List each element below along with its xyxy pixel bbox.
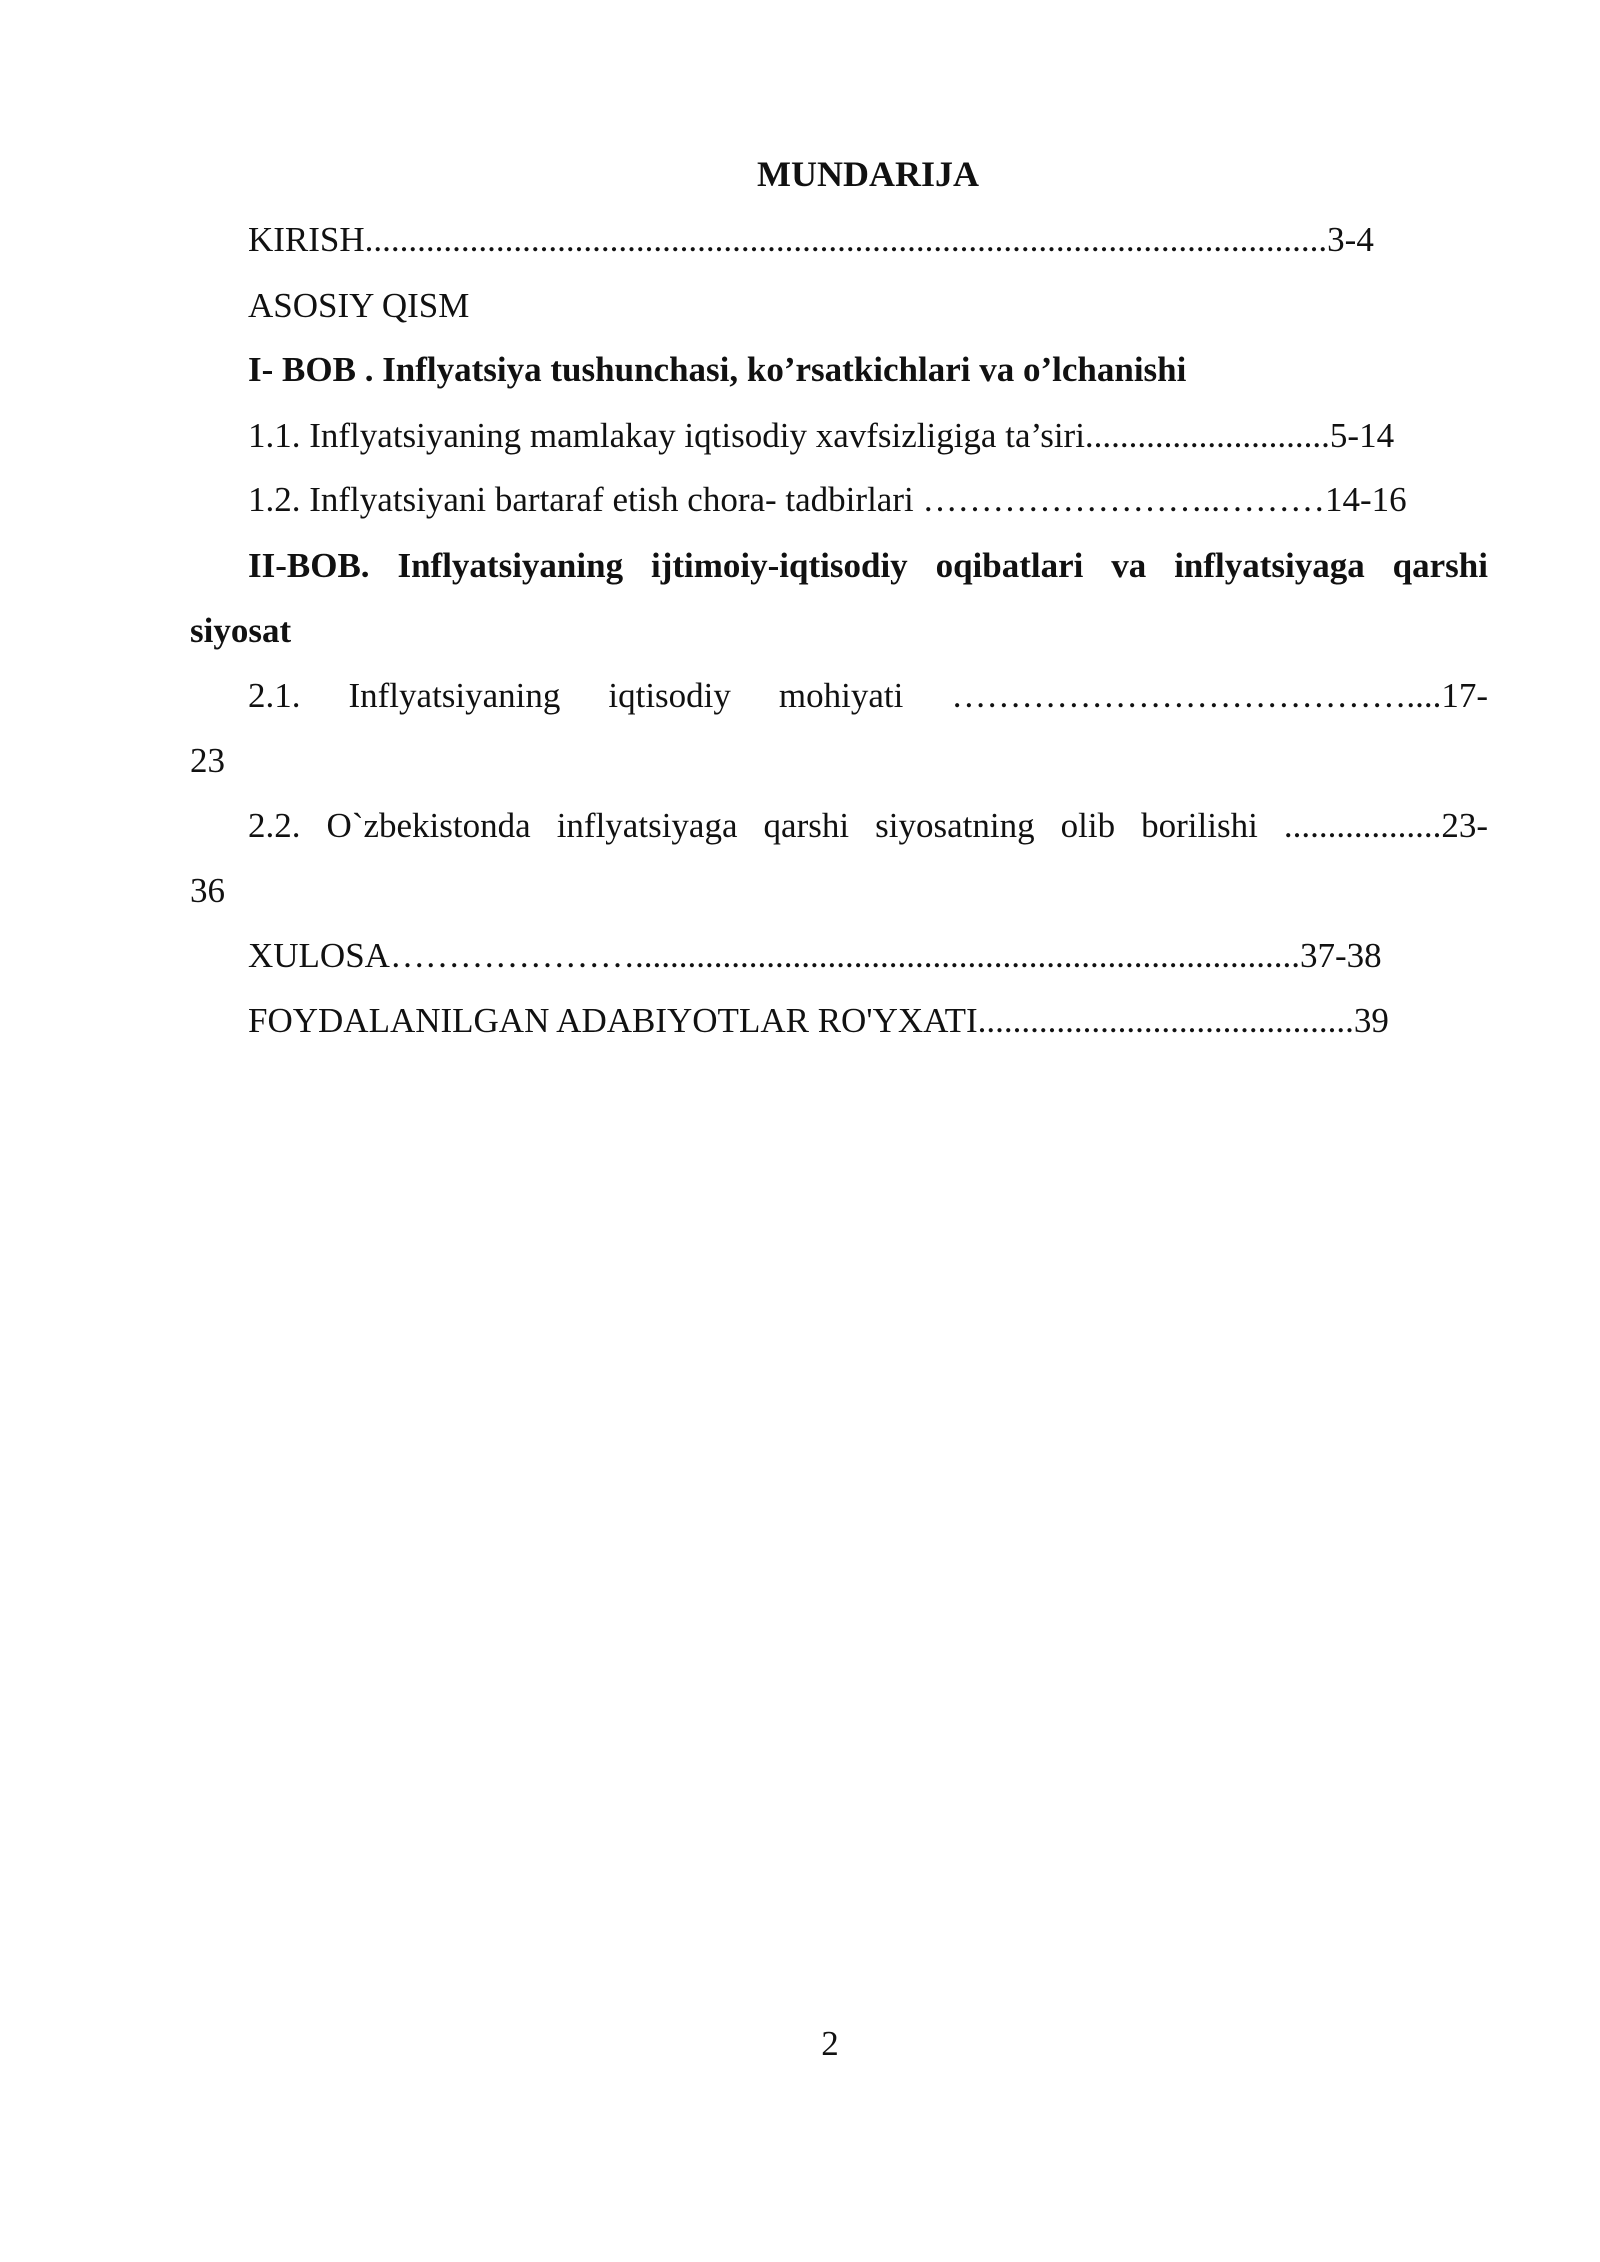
- toc-title: MUNDARIJA: [757, 154, 979, 194]
- toc-chapter-2-heading: II-BOB. Inflyatsiyaning ijtimoiy-iqtisodiy oqibatlari va inflyatsiyaga qarshi: [248, 546, 1488, 585]
- toc-entry-2-2-continued: 36: [190, 871, 225, 910]
- toc-chapter-2-heading-continued: siyosat: [190, 611, 292, 650]
- toc-entry-xulosa: XULOSA…………………............................................................................37-38: [248, 936, 1382, 975]
- page-number: 2: [821, 2024, 839, 2063]
- toc-entry-asosiy-qism: ASOSIY QISM: [248, 286, 470, 325]
- toc-entry-2-2: 2.2. O`zbekistonda inflyatsiyaga qarshi siyosatning olib borilishi ..................23-: [248, 806, 1488, 845]
- toc-entry-kirish: KIRISH..............................................................................................................3-4: [248, 220, 1374, 259]
- toc-entry-1-2: 1.2. Inflyatsiyani bartaraf etish chora- tadbirlari ……………………..………14-16: [248, 480, 1407, 519]
- toc-entry-foydalanilgan-adabiyotlar: FOYDALANILGAN ADABIYOTLAR RO'YXATI...........................................39: [248, 1001, 1389, 1040]
- toc-entry-2-1-continued: 23: [190, 741, 225, 780]
- toc-chapter-1-heading: I- BOB . Inflyatsiya tushunchasi, ko’rsatkichlari va o’lchanishi: [248, 350, 1187, 389]
- toc-entry-2-1: 2.1. Inflyatsiyaning iqtisodiy mohiyati …………………………………....17-: [248, 676, 1488, 715]
- toc-entry-1-1: 1.1. Inflyatsiyaning mamlakay iqtisodiy xavfsizligiga ta’siri............................5-14: [248, 416, 1395, 455]
